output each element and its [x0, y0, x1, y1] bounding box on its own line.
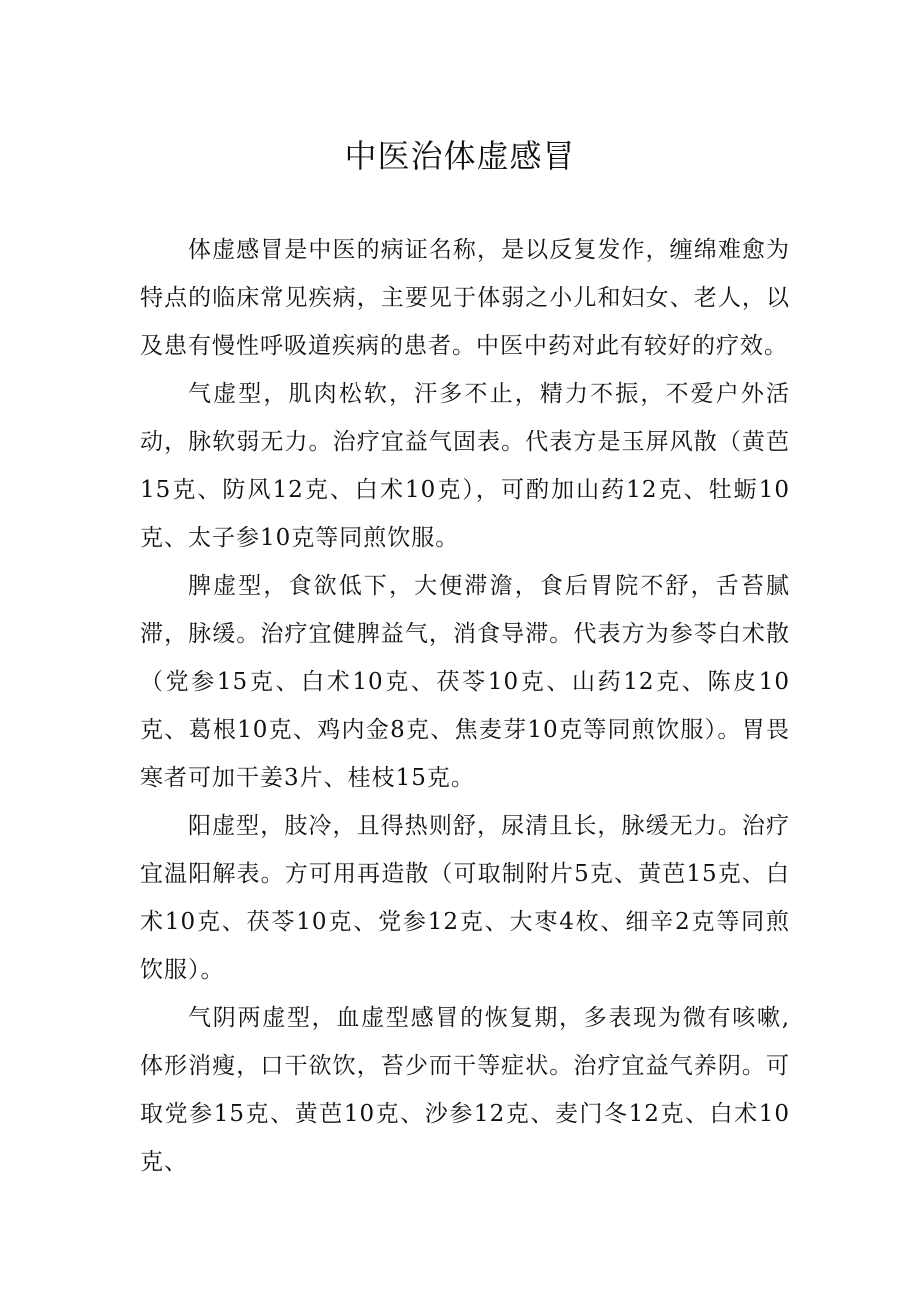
paragraph-yang-deficiency: 阳虚型，肢冷，且得热则舒，尿清且长，脉缓无力。治疗宜温阳解表。方可用再造散（可取制附片5克、黄芭15克、白术10克、茯苓10克、党参12克、大枣4枚、细辛2克等同煎饮服）。	[140, 813, 790, 983]
paragraph-spleen-deficiency: 脾虚型，食欲低下，大便滞澹，食后胃院不舒，舌苔腻滞，脉缓。治疗宜健脾益气，消食导滞。代表方为参苓白术散（党参15克、白术10克、茯苓10克、山药12克、陈皮10克、葛根10克、鸡内金8克、焦麦芽10克等同煎饮服）。胃畏寒者可加干姜3片、桂枝15克。	[140, 573, 790, 791]
paragraph-qi-yin-deficiency: 气阴两虚型，血虚型感冒的恢复期，多表现为微有咳嗽,体形消瘦，口干欲饮，苔少而干等症状。治疗宜益气养阴。可取党参15克、黄芭10克、沙参12克、麦门冬12克、白术10克、	[140, 1005, 790, 1175]
document-title: 中医治体虚感冒	[344, 137, 576, 175]
paragraph-qi-deficiency: 气虚型，肌肉松软，汗多不止，精力不振，不爱户外活动，脉软弱无力。治疗宜益气固表。代表方是玉屏风散（黄芭15克、防风12克、白术10克），可酌加山药12克、牡蛎10克、太子参10克等同煎饮服。	[140, 381, 790, 551]
document-body	[140, 226, 790, 1186]
paragraph-intro: 体虚感冒是中医的病证名称，是以反复发作，缠绵难愈为特点的临床常见疾病，主要见于体弱之小儿和妇女、老人，以及患有慢性呼吸道疾病的患者。中医中药对此有较好的疗效。	[140, 237, 790, 359]
